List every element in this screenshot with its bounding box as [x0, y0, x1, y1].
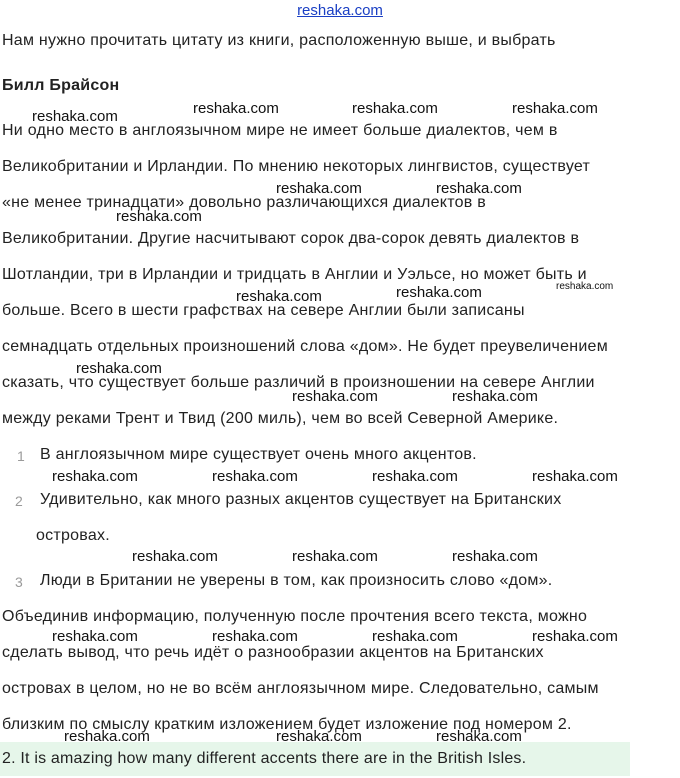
option-text: Удивительно, как много разных акцентов существует на Британских: [40, 491, 562, 508]
watermark: reshaka.com: [532, 628, 618, 645]
watermark: reshaka.com: [532, 468, 618, 485]
site-brand-link[interactable]: reshaka.com: [297, 2, 383, 19]
passage-line: больше. Всего в шести графствах на севере Англии были записаны: [2, 302, 525, 319]
watermark: reshaka.com: [512, 100, 598, 117]
watermark: reshaka.com: [236, 288, 322, 305]
watermark: reshaka.com: [556, 281, 614, 292]
passage-line: Великобритании. Другие насчитывают сорок два-сорок девять диалектов в: [2, 230, 580, 247]
watermark: reshaka.com: [396, 284, 482, 301]
watermark: reshaka.com: [372, 628, 458, 645]
passage-line: между реками Трент и Твид (200 миль), чем во всей Северной Америке.: [2, 410, 559, 427]
watermark: reshaka.com: [372, 468, 458, 485]
watermark: reshaka.com: [212, 628, 298, 645]
option-number: 1: [17, 448, 25, 464]
watermark: reshaka.com: [64, 728, 150, 745]
watermark: reshaka.com: [292, 388, 378, 405]
task-instruction: Нам нужно прочитать цитату из книги, расположенную выше, и выбрать: [2, 32, 556, 49]
conclusion-line: островах в целом, но не во всём англоязычном мире. Следовательно, самым: [2, 680, 599, 697]
watermark: reshaka.com: [212, 468, 298, 485]
watermark: reshaka.com: [352, 100, 438, 117]
option-text: островах.: [36, 527, 110, 544]
conclusion-line: близким по смыслу кратким изложением будет изложение под номером 2.: [2, 716, 572, 733]
watermark: reshaka.com: [276, 728, 362, 745]
option-number: 2: [15, 493, 23, 509]
watermark: reshaka.com: [436, 180, 522, 197]
watermark: reshaka.com: [276, 180, 362, 197]
answer-box: [0, 742, 630, 776]
passage-line: сказать, что существует больше различий в произношении на севере Англии: [2, 374, 595, 391]
watermark: reshaka.com: [452, 388, 538, 405]
passage-line: Шотландии, три в Ирландии и тридцать в Англии и Уэльсе, но может быть и: [2, 266, 587, 283]
watermark: reshaka.com: [52, 628, 138, 645]
watermark: reshaka.com: [116, 208, 202, 225]
passage-line: Ни одно место в англоязычном мире не имеет больше диалектов, чем в: [2, 122, 558, 139]
answer-text: 2. It is amazing how many different accents there are in the British Isles.: [2, 750, 527, 767]
conclusion-line: Объединив информацию, полученную после прочтения всего текста, можно: [2, 608, 588, 625]
watermark: reshaka.com: [452, 548, 538, 565]
watermark: reshaka.com: [436, 728, 522, 745]
watermark: reshaka.com: [292, 548, 378, 565]
passage-line: «не менее тринадцати» довольно различающихся диалектов в: [2, 194, 486, 211]
watermark: reshaka.com: [132, 548, 218, 565]
conclusion-line: сделать вывод, что речь идёт о разнообразии акцентов на Британских: [2, 644, 544, 661]
watermark: reshaka.com: [52, 468, 138, 485]
option-text: Люди в Британии не уверены в том, как произносить слово «дом».: [40, 572, 553, 589]
quote-author: Билл Брайсон: [2, 77, 120, 94]
watermark: reshaka.com: [193, 100, 279, 117]
option-number: 3: [15, 574, 23, 590]
watermark: reshaka.com: [32, 108, 118, 125]
passage-line: Великобритании и Ирландии. По мнению некоторых лингвистов, существует: [2, 158, 591, 175]
watermark: reshaka.com: [76, 360, 162, 377]
option-text: В англоязычном мире существует очень много акцентов.: [40, 446, 477, 463]
passage-line: семнадцать отдельных произношений слова «дом». Не будет преувеличением: [2, 338, 608, 355]
